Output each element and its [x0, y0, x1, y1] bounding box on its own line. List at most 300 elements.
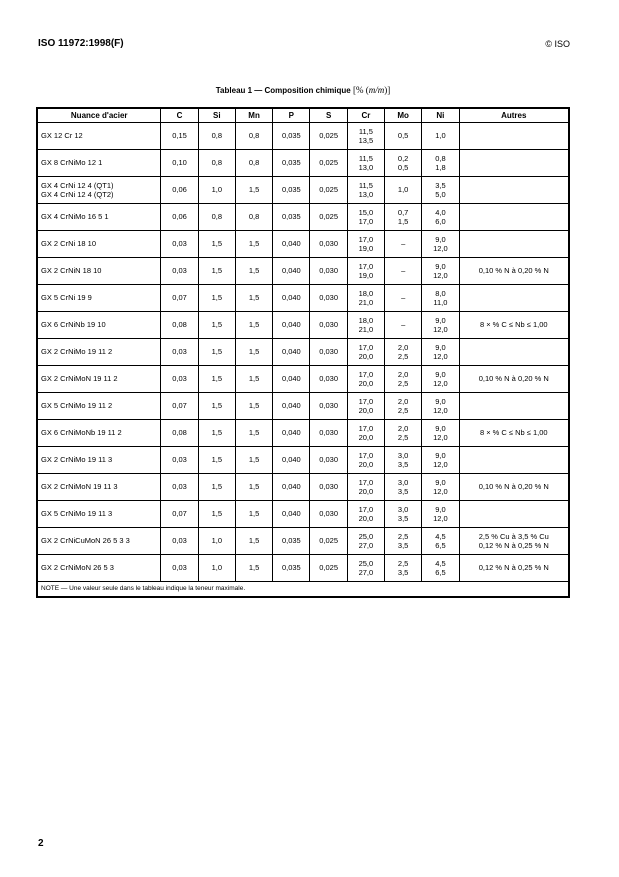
c-cell: 0,07 [161, 285, 198, 312]
p-cell: 0,040 [273, 231, 310, 258]
steel-grade-cell: GX 5 CrNiMo 19 11 2 [37, 393, 161, 420]
mn-cell: 1,5 [235, 258, 272, 285]
p-cell: 0,040 [273, 501, 310, 528]
cell-line: 0,5 [397, 131, 409, 141]
c-cell: 0,03 [161, 447, 198, 474]
steel-grade-cell: GX 5 CrNiMo 19 11 3 [37, 501, 161, 528]
cell-line: 20,0 [358, 487, 374, 496]
table-row [37, 501, 569, 528]
column-header: Mo [385, 108, 422, 123]
cell-line: 1,0 [435, 131, 446, 141]
steel-grade-cell: GX 6 CrNiNb 19 10 [37, 312, 161, 339]
steel-grade-cell: GX 4 CrNiMo 16 5 1 [37, 204, 161, 231]
steel-grade-cell: GX 5 CrNi 19 9 [37, 285, 161, 312]
cell-line: – [401, 293, 406, 303]
si-cell: 0,8 [198, 150, 235, 177]
cell-line: 3,5 [435, 180, 446, 190]
cell-line: 12,0 [433, 406, 448, 415]
cell-line: 2,0 [397, 369, 409, 379]
cell-line: 25,0 [358, 558, 374, 568]
cell-line: 11,5 [358, 180, 373, 190]
ni-cell [422, 555, 459, 582]
si-cell: 1,5 [198, 474, 235, 501]
ni-cell [422, 393, 459, 420]
cell-line: 17,0 [358, 234, 374, 244]
si-cell: 1,5 [198, 447, 235, 474]
mo-cell [385, 474, 422, 501]
ni-cell [422, 123, 459, 150]
mn-cell: 1,5 [235, 474, 272, 501]
cell-line: 0,2 [397, 153, 409, 163]
cell-line: 13,0 [358, 190, 374, 199]
mo-cell [385, 177, 422, 204]
s-cell: 0,030 [310, 474, 347, 501]
ni-cell [422, 501, 459, 528]
mn-cell: 1,5 [235, 366, 272, 393]
s-cell: 0,030 [310, 447, 347, 474]
mo-cell [385, 366, 422, 393]
cell-line: – [401, 320, 406, 330]
p-cell: 0,040 [273, 447, 310, 474]
mn-cell: 1,5 [235, 501, 272, 528]
cell-line: 0,8 [435, 153, 446, 163]
cell-line: 15,0 [358, 207, 374, 217]
cell-line: 6,5 [435, 541, 446, 550]
si-cell: 1,5 [198, 231, 235, 258]
cell-line: 12,0 [433, 433, 448, 442]
steel-grade-cell: GX 2 CrNiMo 19 11 3 [37, 447, 161, 474]
table-caption-title: Tableau 1 — Composition chimique [215, 86, 353, 95]
cell-line: 12,0 [433, 325, 448, 334]
table-caption [36, 85, 570, 95]
p-cell: 0,040 [273, 258, 310, 285]
c-cell: 0,03 [161, 474, 198, 501]
autres-cell: 0,10 % N à 0,20 % N [459, 474, 569, 501]
table-row [37, 231, 569, 258]
cell-line: 17,0 [358, 450, 374, 460]
steel-grade-cell: GX 2 CrNiMoN 19 11 3 [37, 474, 161, 501]
p-cell: 0,035 [273, 177, 310, 204]
mo-cell [385, 312, 422, 339]
table-row [37, 177, 569, 204]
autres-cell: 2,5 % Cu à 3,5 % Cu 0,12 % N à 0,25 % N [459, 528, 569, 555]
cell-line: 20,0 [358, 379, 374, 388]
ni-cell [422, 285, 459, 312]
si-cell: 0,8 [198, 204, 235, 231]
s-cell: 0,030 [310, 231, 347, 258]
s-cell: 0,030 [310, 339, 347, 366]
cell-line: 13,0 [358, 163, 374, 172]
cr-cell [347, 366, 384, 393]
table-note: NOTE — Une valeur seule dans le tableau indique la teneur maximale. [37, 582, 569, 598]
cell-line: 2,5 [397, 531, 409, 541]
ni-cell [422, 258, 459, 285]
cell-line: 20,0 [358, 460, 374, 469]
autres-cell: 0,12 % N à 0,25 % N [459, 555, 569, 582]
cell-line: 12,0 [433, 244, 448, 253]
cell-line: 2,0 [397, 342, 409, 352]
p-cell: 0,035 [273, 123, 310, 150]
s-cell: 0,030 [310, 258, 347, 285]
cell-line: 11,5 [358, 153, 373, 163]
si-cell: 1,5 [198, 366, 235, 393]
cell-line: 11,5 [358, 126, 373, 136]
ni-cell [422, 177, 459, 204]
p-cell: 0,040 [273, 366, 310, 393]
table-row [37, 312, 569, 339]
cell-line: 17,0 [358, 342, 374, 352]
c-cell: 0,08 [161, 312, 198, 339]
mn-cell: 1,5 [235, 528, 272, 555]
steel-grade-cell: GX 12 Cr 12 [37, 123, 161, 150]
cell-line: 1,5 [397, 217, 409, 226]
mo-cell [385, 204, 422, 231]
mn-cell: 1,5 [235, 339, 272, 366]
cell-line: 4,5 [435, 531, 446, 541]
cell-line: 2,5 [397, 558, 409, 568]
note-row [37, 582, 569, 598]
cell-line: 13,5 [358, 136, 374, 145]
si-cell: 1,0 [198, 528, 235, 555]
si-cell: 1,5 [198, 393, 235, 420]
cell-line: 17,0 [358, 423, 374, 433]
si-cell: 1,5 [198, 258, 235, 285]
cell-line: 3,5 [397, 460, 409, 469]
cell-line: 27,0 [358, 541, 374, 550]
cell-line: 9,0 [435, 450, 446, 460]
cell-line: 9,0 [435, 369, 446, 379]
mo-cell [385, 123, 422, 150]
cr-cell [347, 555, 384, 582]
autres-cell [459, 177, 569, 204]
p-cell: 0,040 [273, 339, 310, 366]
cell-line: 17,0 [358, 477, 374, 487]
s-cell: 0,025 [310, 528, 347, 555]
cell-line: 12,0 [433, 514, 448, 523]
cell-line: 17,0 [358, 396, 374, 406]
column-header: Cr [347, 108, 384, 123]
cr-cell [347, 150, 384, 177]
cr-cell [347, 231, 384, 258]
steel-grade-cell: GX 8 CrNiMo 12 1 [37, 150, 161, 177]
mn-cell: 1,5 [235, 177, 272, 204]
steel-grade-cell: GX 2 CrNiCuMoN 26 5 3 3 [37, 528, 161, 555]
ni-cell [422, 339, 459, 366]
s-cell: 0,030 [310, 393, 347, 420]
p-cell: 0,035 [273, 150, 310, 177]
autres-cell: 0,10 % N à 0,20 % N [459, 366, 569, 393]
autres-cell [459, 339, 569, 366]
table-row [37, 447, 569, 474]
cr-cell [347, 528, 384, 555]
steel-grade-cell: GX 2 CrNi 18 10 [37, 231, 161, 258]
si-cell: 0,8 [198, 123, 235, 150]
ni-cell [422, 231, 459, 258]
ni-cell [422, 312, 459, 339]
s-cell: 0,030 [310, 501, 347, 528]
c-cell: 0,10 [161, 150, 198, 177]
cell-line: 12,0 [433, 352, 448, 361]
cell-line: 19,0 [358, 271, 374, 280]
p-cell: 0,040 [273, 285, 310, 312]
s-cell: 0,025 [310, 123, 347, 150]
cell-line: 17,0 [358, 261, 374, 271]
table-row [37, 285, 569, 312]
column-header: Autres [459, 108, 569, 123]
si-cell: 1,5 [198, 312, 235, 339]
cell-line: 9,0 [435, 396, 446, 406]
ni-cell [422, 447, 459, 474]
si-cell: 1,0 [198, 555, 235, 582]
cell-line: 1,0 [397, 185, 409, 195]
autres-cell [459, 447, 569, 474]
c-cell: 0,03 [161, 258, 198, 285]
steel-grade-cell: GX 6 CrNiMoNb 19 11 2 [37, 420, 161, 447]
mn-cell: 1,5 [235, 285, 272, 312]
cell-line: 3,0 [397, 450, 409, 460]
cell-line: 17,0 [358, 504, 374, 514]
cell-line: 12,0 [433, 379, 448, 388]
cell-line: 2,5 [397, 379, 409, 388]
cell-line: 4,5 [435, 558, 446, 568]
c-cell: 0,03 [161, 231, 198, 258]
autres-cell [459, 231, 569, 258]
autres-cell: 8 × % C ≤ Nb ≤ 1,00 [459, 312, 569, 339]
cr-cell [347, 177, 384, 204]
cell-line: – [401, 266, 406, 276]
column-header: Nuance d'acier [37, 108, 161, 123]
mo-cell [385, 528, 422, 555]
p-cell: 0,040 [273, 474, 310, 501]
page-number: 2 [38, 838, 44, 849]
ni-cell [422, 420, 459, 447]
cell-line: 18,0 [358, 288, 374, 298]
p-cell: 0,040 [273, 312, 310, 339]
cell-line: 8,0 [435, 288, 446, 298]
mn-cell: 1,5 [235, 420, 272, 447]
mo-cell [385, 447, 422, 474]
c-cell: 0,15 [161, 123, 198, 150]
mn-cell: 1,5 [235, 393, 272, 420]
autres-cell [459, 150, 569, 177]
cell-line: 25,0 [358, 531, 374, 541]
s-cell: 0,030 [310, 285, 347, 312]
cell-line: 20,0 [358, 352, 374, 361]
cell-line: 12,0 [433, 487, 448, 496]
cr-cell [347, 447, 384, 474]
p-cell: 0,040 [273, 420, 310, 447]
si-cell: 1,5 [198, 420, 235, 447]
autres-cell [459, 285, 569, 312]
c-cell: 0,07 [161, 501, 198, 528]
steel-grade-cell: GX 2 CrNiMoN 19 11 2 [37, 366, 161, 393]
cr-cell [347, 501, 384, 528]
steel-grade-cell: GX 2 CrNiMo 19 11 2 [37, 339, 161, 366]
cell-line: 3,5 [397, 568, 409, 577]
c-cell: 0,03 [161, 528, 198, 555]
cell-line: 9,0 [435, 315, 446, 325]
steel-grade-cell: GX 2 CrNiN 18 10 [37, 258, 161, 285]
mo-cell [385, 420, 422, 447]
c-cell: 0,07 [161, 393, 198, 420]
cell-line: 3,0 [397, 477, 409, 487]
standard-id: ISO 11972:1998(F) [38, 38, 124, 49]
steel-grade-cell: GX 4 CrNi 12 4 (QT1) GX 4 CrNi 12 4 (QT2) [37, 177, 161, 204]
table-row [37, 528, 569, 555]
cr-cell [347, 285, 384, 312]
cell-line: 12,0 [433, 460, 448, 469]
copyright-notice: © ISO [545, 39, 570, 49]
mo-cell [385, 285, 422, 312]
cr-cell [347, 420, 384, 447]
cell-line: 20,0 [358, 433, 374, 442]
mn-cell: 0,8 [235, 204, 272, 231]
ni-cell [422, 366, 459, 393]
cell-line: 9,0 [435, 342, 446, 352]
s-cell: 0,025 [310, 177, 347, 204]
ni-cell [422, 150, 459, 177]
si-cell: 1,5 [198, 501, 235, 528]
ni-cell [422, 474, 459, 501]
ni-cell [422, 204, 459, 231]
mo-cell [385, 150, 422, 177]
cell-line: 3,0 [397, 504, 409, 514]
c-cell: 0,06 [161, 204, 198, 231]
s-cell: 0,025 [310, 555, 347, 582]
mn-cell: 0,8 [235, 123, 272, 150]
cell-line: 9,0 [435, 423, 446, 433]
mo-cell [385, 258, 422, 285]
cell-line: 1,8 [435, 163, 446, 172]
c-cell: 0,03 [161, 555, 198, 582]
si-cell: 1,0 [198, 177, 235, 204]
column-header: S [310, 108, 347, 123]
cr-cell [347, 204, 384, 231]
cell-line: 0,7 [397, 207, 409, 217]
cell-line: 2,0 [397, 423, 409, 433]
mn-cell: 1,5 [235, 555, 272, 582]
cell-line: 9,0 [435, 261, 446, 271]
table-row [37, 339, 569, 366]
cell-line: 18,0 [358, 315, 374, 325]
ni-cell [422, 528, 459, 555]
cell-line: 21,0 [358, 298, 374, 307]
composition-table [36, 107, 570, 598]
cr-cell [347, 393, 384, 420]
s-cell: 0,030 [310, 420, 347, 447]
cell-line: 19,0 [358, 244, 374, 253]
s-cell: 0,025 [310, 204, 347, 231]
table-row [37, 474, 569, 501]
table-row [37, 150, 569, 177]
cell-line: 3,5 [397, 487, 409, 496]
cell-line: 2,5 [397, 433, 409, 442]
p-cell: 0,035 [273, 555, 310, 582]
mo-cell [385, 339, 422, 366]
cell-line: 4,0 [435, 207, 446, 217]
p-cell: 0,040 [273, 393, 310, 420]
table-row [37, 393, 569, 420]
cell-line: 9,0 [435, 234, 446, 244]
cell-line: 6,5 [435, 568, 446, 577]
cell-line: 20,0 [358, 406, 374, 415]
table-row [37, 366, 569, 393]
cell-line: 9,0 [435, 477, 446, 487]
cr-cell [347, 123, 384, 150]
table-row [37, 258, 569, 285]
mo-cell [385, 555, 422, 582]
table-row [37, 204, 569, 231]
si-cell: 1,5 [198, 285, 235, 312]
cell-line: 27,0 [358, 568, 374, 577]
cell-line: 11,0 [433, 298, 448, 307]
p-cell: 0,035 [273, 204, 310, 231]
cell-line: 9,0 [435, 504, 446, 514]
cr-cell [347, 474, 384, 501]
s-cell: 0,030 [310, 312, 347, 339]
column-header: Ni [422, 108, 459, 123]
column-header: P [273, 108, 310, 123]
cell-line: 12,0 [433, 271, 448, 280]
cell-line: 21,0 [358, 325, 374, 334]
s-cell: 0,025 [310, 150, 347, 177]
mn-cell: 0,8 [235, 150, 272, 177]
mo-cell [385, 501, 422, 528]
cell-line: 2,5 [397, 406, 409, 415]
table-header-row [37, 108, 569, 123]
column-header: C [161, 108, 198, 123]
cell-line: 2,0 [397, 396, 409, 406]
table-row [37, 123, 569, 150]
mo-cell [385, 231, 422, 258]
autres-cell [459, 204, 569, 231]
autres-cell [459, 123, 569, 150]
autres-cell: 0,10 % N à 0,20 % N [459, 258, 569, 285]
cell-line: 0,5 [397, 163, 409, 172]
cell-line: 2,5 [397, 352, 409, 361]
cr-cell [347, 339, 384, 366]
mo-cell [385, 393, 422, 420]
autres-cell [459, 501, 569, 528]
c-cell: 0,03 [161, 339, 198, 366]
cell-line: – [401, 239, 406, 249]
autres-cell [459, 393, 569, 420]
c-cell: 0,03 [161, 366, 198, 393]
table-row [37, 555, 569, 582]
column-header: Mn [235, 108, 272, 123]
si-cell: 1,5 [198, 339, 235, 366]
table-caption-unit: [% (m/m)] [352, 85, 391, 95]
table-row [37, 420, 569, 447]
column-header: Si [198, 108, 235, 123]
mn-cell: 1,5 [235, 312, 272, 339]
cr-cell [347, 312, 384, 339]
cell-line: 3,5 [397, 514, 409, 523]
cr-cell [347, 258, 384, 285]
p-cell: 0,035 [273, 528, 310, 555]
cell-line: 20,0 [358, 514, 374, 523]
cell-line: 17,0 [358, 369, 374, 379]
c-cell: 0,08 [161, 420, 198, 447]
mn-cell: 1,5 [235, 447, 272, 474]
cell-line: 5,0 [435, 190, 446, 199]
c-cell: 0,06 [161, 177, 198, 204]
cell-line: 6,0 [435, 217, 446, 226]
cell-line: 17,0 [358, 217, 374, 226]
mn-cell: 1,5 [235, 231, 272, 258]
autres-cell: 8 × % C ≤ Nb ≤ 1,00 [459, 420, 569, 447]
s-cell: 0,030 [310, 366, 347, 393]
